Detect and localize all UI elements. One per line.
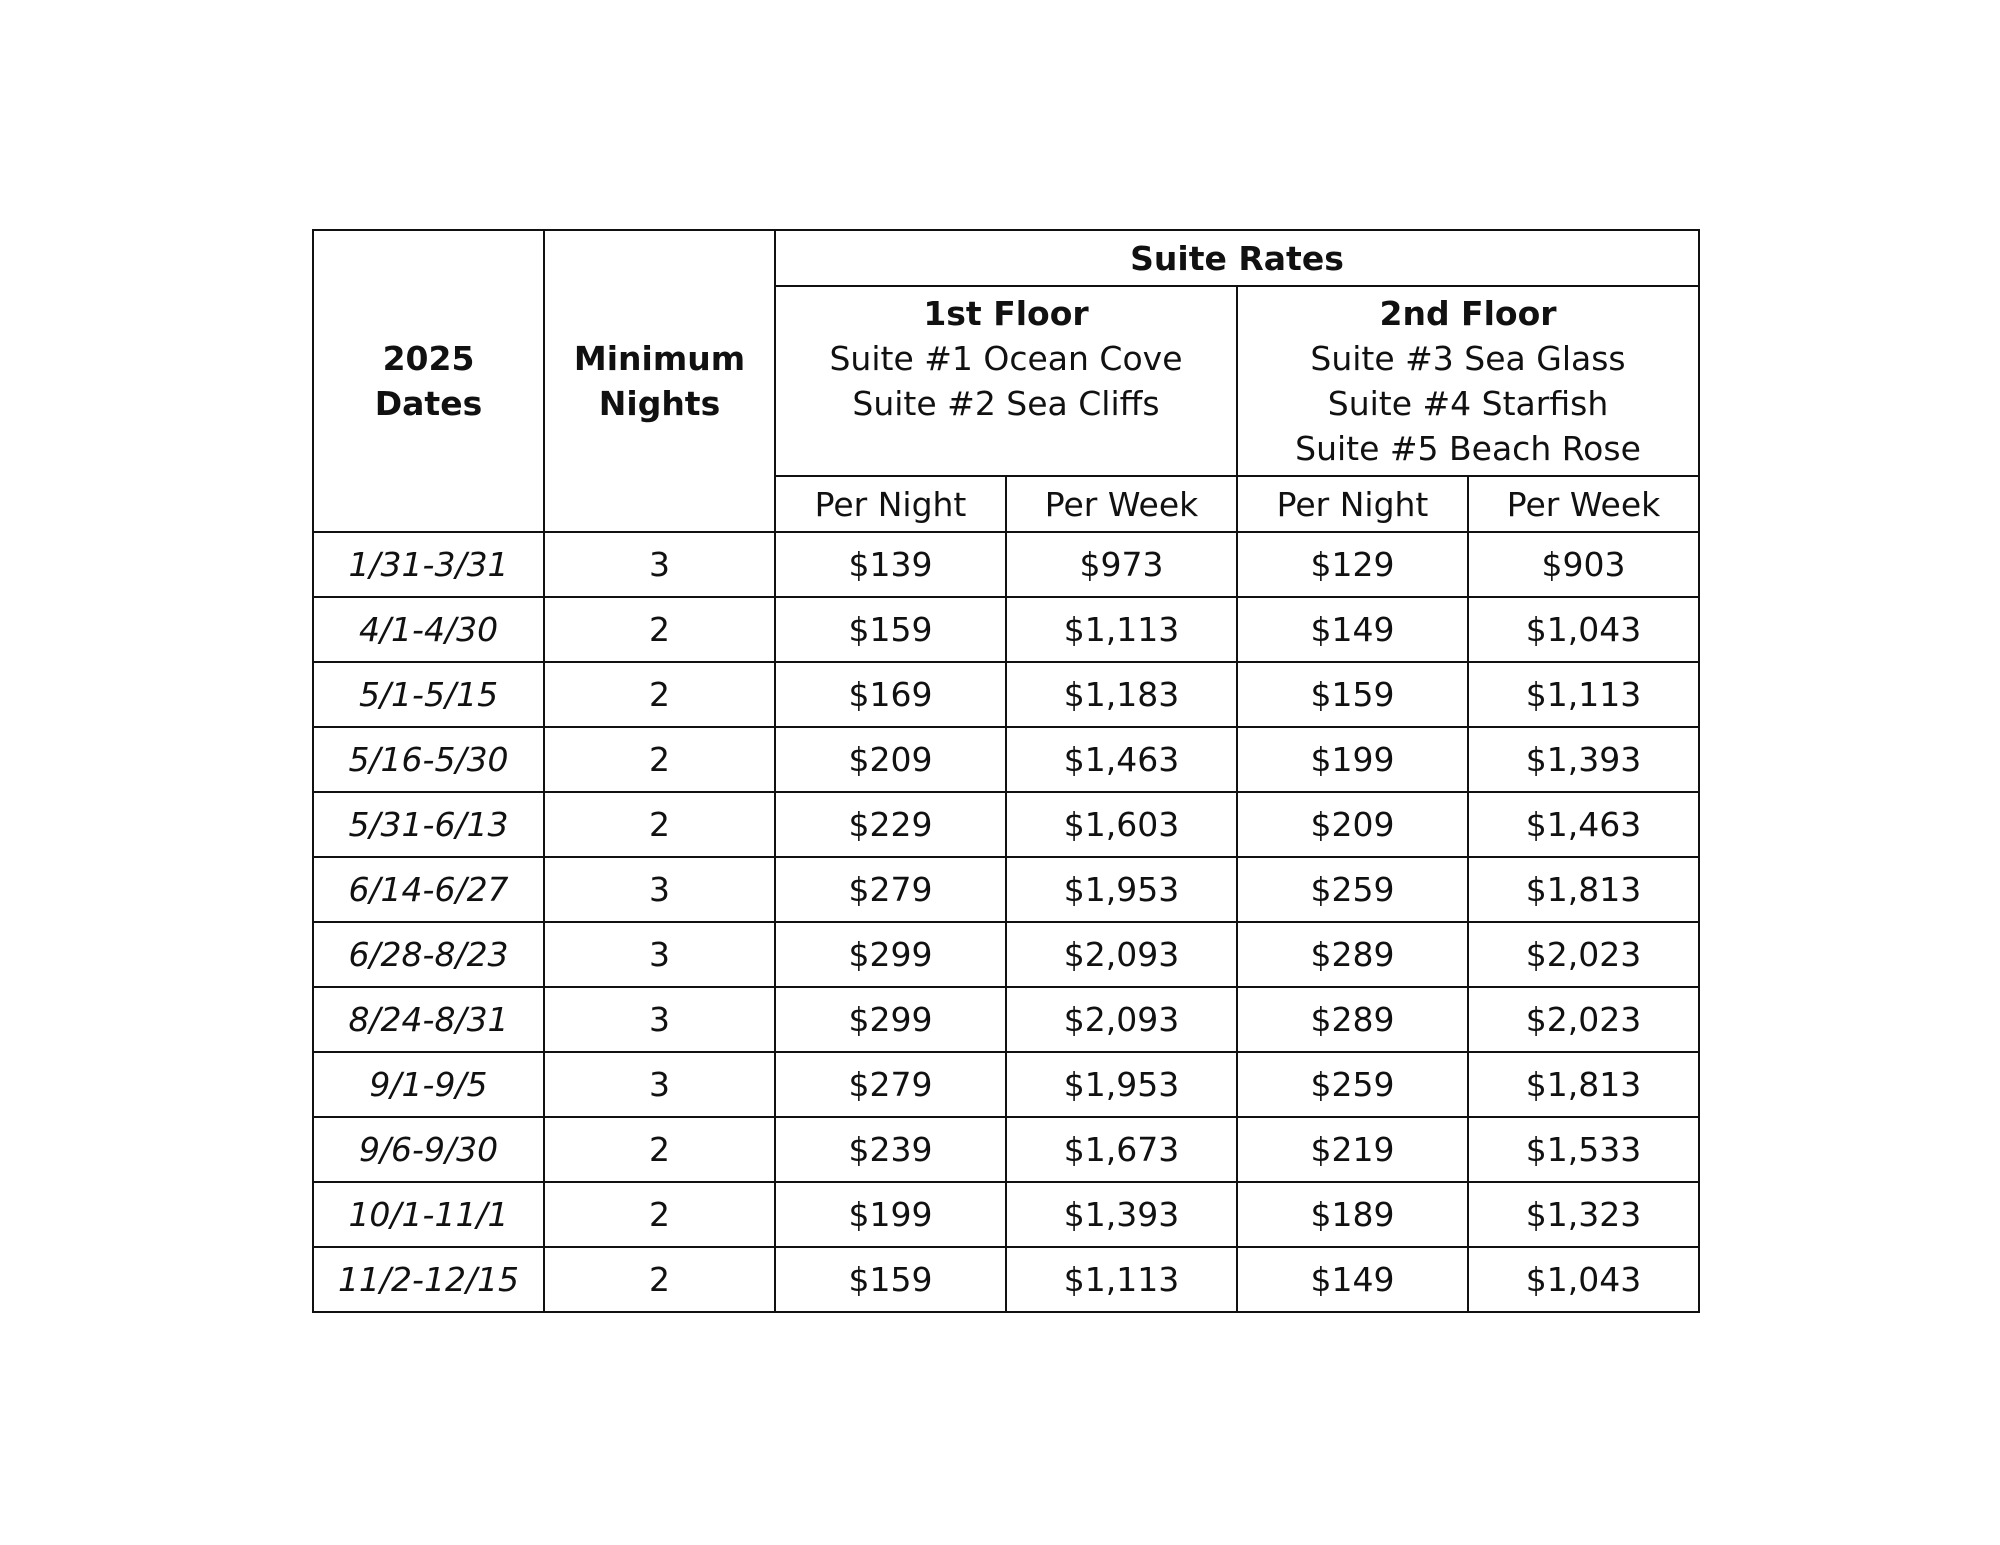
second-floor-per-week-cell: $1,393 bbox=[1468, 727, 1699, 792]
first-floor-per-night-cell: $279 bbox=[775, 1052, 1006, 1117]
first-floor-per-week-cell: $1,113 bbox=[1006, 1247, 1237, 1312]
first-floor-per-night-cell: $159 bbox=[775, 597, 1006, 662]
second-floor-per-night-cell: $149 bbox=[1237, 1247, 1468, 1312]
minimum-nights-cell: 3 bbox=[544, 987, 775, 1052]
second-floor-title: 2nd Floor bbox=[1379, 294, 1557, 333]
first-floor-per-week-cell: $973 bbox=[1006, 532, 1237, 597]
table-row bbox=[313, 1052, 1699, 1117]
second-floor-per-week-cell: $903 bbox=[1468, 532, 1699, 597]
per-week-header: Per Week bbox=[1006, 476, 1237, 532]
second-floor-per-week-cell: $2,023 bbox=[1468, 922, 1699, 987]
first-floor-per-night-cell: $279 bbox=[775, 857, 1006, 922]
first-floor-per-week-cell: $1,953 bbox=[1006, 857, 1237, 922]
table-row bbox=[313, 922, 1699, 987]
table-row bbox=[313, 1182, 1699, 1247]
first-floor-per-week-cell: $1,463 bbox=[1006, 727, 1237, 792]
date-range-cell: 5/16-5/30 bbox=[313, 727, 544, 792]
date-range-cell: 10/1-11/1 bbox=[313, 1182, 544, 1247]
second-floor-per-week-cell: $1,533 bbox=[1468, 1117, 1699, 1182]
first-floor-header bbox=[775, 286, 1237, 476]
first-floor-per-week-cell: $1,183 bbox=[1006, 662, 1237, 727]
suite-rates-table bbox=[312, 229, 1700, 1313]
suite-name: Suite #5 Beach Rose bbox=[1295, 429, 1641, 468]
minimum-nights-cell: 2 bbox=[544, 662, 775, 727]
second-floor-per-week-cell: $1,043 bbox=[1468, 597, 1699, 662]
first-floor-per-night-cell: $209 bbox=[775, 727, 1006, 792]
date-range-cell: 6/28-8/23 bbox=[313, 922, 544, 987]
first-floor-per-week-cell: $2,093 bbox=[1006, 922, 1237, 987]
minimum-nights-cell: 3 bbox=[544, 1052, 775, 1117]
first-floor-per-week-cell: $1,603 bbox=[1006, 792, 1237, 857]
table-row bbox=[313, 1247, 1699, 1312]
minimum-nights-cell: 2 bbox=[544, 727, 775, 792]
table-row bbox=[313, 987, 1699, 1052]
table-row bbox=[313, 727, 1699, 792]
first-floor-per-week-cell: $1,673 bbox=[1006, 1117, 1237, 1182]
second-floor-header bbox=[1237, 286, 1699, 476]
second-floor-per-week-cell: $2,023 bbox=[1468, 987, 1699, 1052]
first-floor-per-week-cell: $1,953 bbox=[1006, 1052, 1237, 1117]
second-floor-per-week-cell: $1,323 bbox=[1468, 1182, 1699, 1247]
first-floor-per-night-cell: $139 bbox=[775, 532, 1006, 597]
minimum-nights-cell: 2 bbox=[544, 1117, 775, 1182]
minimum-nights-cell: 3 bbox=[544, 922, 775, 987]
first-floor-per-week-cell: $1,113 bbox=[1006, 597, 1237, 662]
table-body bbox=[313, 532, 1699, 1312]
date-range-cell: 9/1-9/5 bbox=[313, 1052, 544, 1117]
per-week-header: Per Week bbox=[1468, 476, 1699, 532]
second-floor-per-night-cell: $209 bbox=[1237, 792, 1468, 857]
first-floor-per-night-cell: $199 bbox=[775, 1182, 1006, 1247]
first-floor-per-night-cell: $159 bbox=[775, 1247, 1006, 1312]
dates-column-header bbox=[313, 230, 544, 532]
min-header-line2: Nights bbox=[598, 384, 721, 423]
second-floor-per-week-cell: $1,113 bbox=[1468, 662, 1699, 727]
minimum-nights-column-header bbox=[544, 230, 775, 532]
first-floor-per-night-cell: $299 bbox=[775, 987, 1006, 1052]
date-range-cell: 6/14-6/27 bbox=[313, 857, 544, 922]
second-floor-per-night-cell: $219 bbox=[1237, 1117, 1468, 1182]
second-floor-per-night-cell: $189 bbox=[1237, 1182, 1468, 1247]
date-range-cell: 5/1-5/15 bbox=[313, 662, 544, 727]
first-floor-per-week-cell: $1,393 bbox=[1006, 1182, 1237, 1247]
date-range-cell: 4/1-4/30 bbox=[313, 597, 544, 662]
table-row bbox=[313, 597, 1699, 662]
suite-name: Suite #3 Sea Glass bbox=[1310, 339, 1626, 378]
per-night-header: Per Night bbox=[775, 476, 1006, 532]
minimum-nights-cell: 3 bbox=[544, 857, 775, 922]
date-range-cell: 9/6-9/30 bbox=[313, 1117, 544, 1182]
second-floor-per-night-cell: $289 bbox=[1237, 987, 1468, 1052]
first-floor-title: 1st Floor bbox=[923, 294, 1089, 333]
dates-header-line1: 2025 bbox=[382, 339, 475, 378]
table-row bbox=[313, 662, 1699, 727]
table-header bbox=[313, 230, 1699, 532]
date-range-cell: 1/31-3/31 bbox=[313, 532, 544, 597]
second-floor-per-night-cell: $129 bbox=[1237, 532, 1468, 597]
first-floor-per-night-cell: $169 bbox=[775, 662, 1006, 727]
suite-rates-header: Suite Rates bbox=[775, 230, 1699, 286]
second-floor-per-night-cell: $259 bbox=[1237, 1052, 1468, 1117]
second-floor-per-week-cell: $1,043 bbox=[1468, 1247, 1699, 1312]
dates-header-line2: Dates bbox=[374, 384, 483, 423]
minimum-nights-cell: 2 bbox=[544, 792, 775, 857]
min-header-line1: Minimum bbox=[573, 339, 746, 378]
table-row bbox=[313, 857, 1699, 922]
second-floor-per-night-cell: $289 bbox=[1237, 922, 1468, 987]
second-floor-per-night-cell: $159 bbox=[1237, 662, 1468, 727]
first-floor-per-night-cell: $299 bbox=[775, 922, 1006, 987]
minimum-nights-cell: 2 bbox=[544, 1182, 775, 1247]
second-floor-per-week-cell: $1,463 bbox=[1468, 792, 1699, 857]
suite-name-spacer bbox=[776, 426, 1236, 471]
second-floor-per-night-cell: $199 bbox=[1237, 727, 1468, 792]
minimum-nights-cell: 2 bbox=[544, 1247, 775, 1312]
minimum-nights-cell: 3 bbox=[544, 532, 775, 597]
suite-name: Suite #1 Ocean Cove bbox=[829, 339, 1183, 378]
date-range-cell: 5/31-6/13 bbox=[313, 792, 544, 857]
second-floor-per-week-cell: $1,813 bbox=[1468, 1052, 1699, 1117]
table-row bbox=[313, 532, 1699, 597]
first-floor-per-night-cell: $229 bbox=[775, 792, 1006, 857]
per-night-header: Per Night bbox=[1237, 476, 1468, 532]
minimum-nights-cell: 2 bbox=[544, 597, 775, 662]
date-range-cell: 11/2-12/15 bbox=[313, 1247, 544, 1312]
first-floor-per-night-cell: $239 bbox=[775, 1117, 1006, 1182]
table-row bbox=[313, 1117, 1699, 1182]
first-floor-per-week-cell: $2,093 bbox=[1006, 987, 1237, 1052]
date-range-cell: 8/24-8/31 bbox=[313, 987, 544, 1052]
table-row bbox=[313, 792, 1699, 857]
second-floor-per-night-cell: $259 bbox=[1237, 857, 1468, 922]
suite-name: Suite #4 Starfish bbox=[1327, 384, 1609, 423]
suite-name: Suite #2 Sea Cliffs bbox=[852, 384, 1160, 423]
second-floor-per-night-cell: $149 bbox=[1237, 597, 1468, 662]
second-floor-per-week-cell: $1,813 bbox=[1468, 857, 1699, 922]
